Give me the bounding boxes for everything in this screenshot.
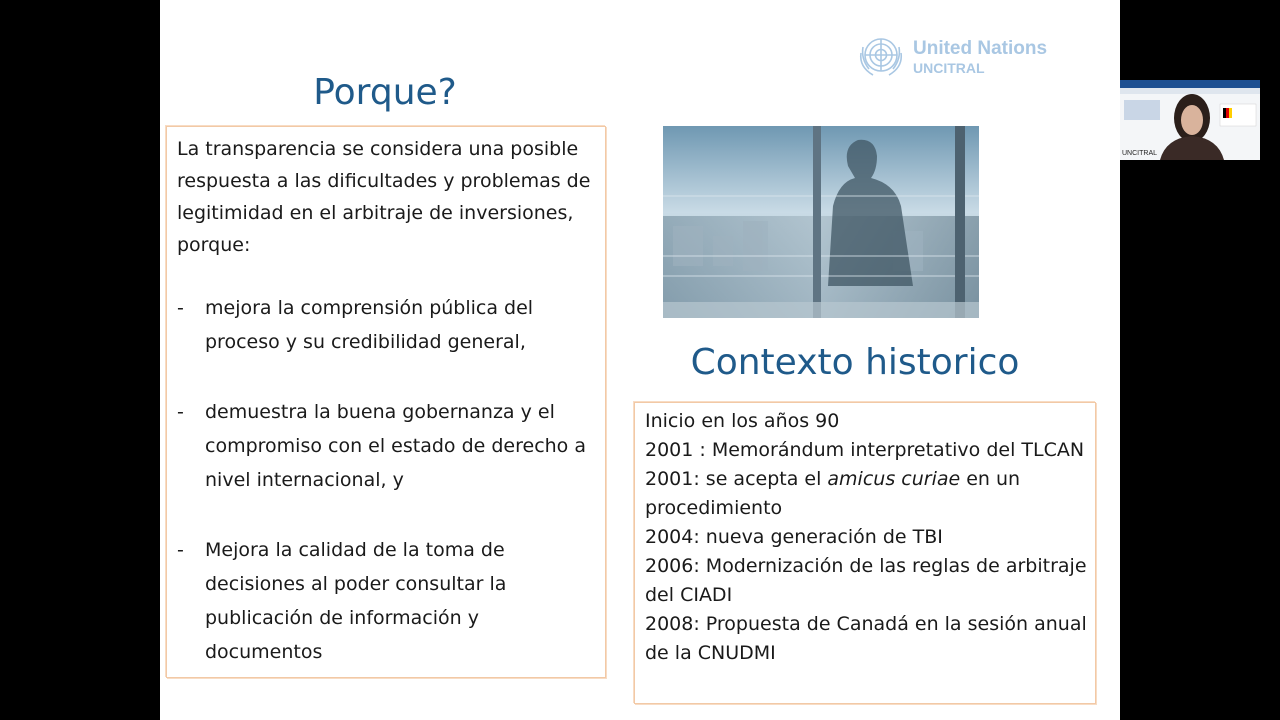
why-text-box — [166, 126, 606, 678]
businessman-window-photo — [663, 126, 979, 318]
history-item: 2001: se acepta el amicus curiae en un procedimiento — [645, 468, 1021, 519]
un-logo — [855, 33, 1047, 81]
bullet-item: - Mejora la calidad de la toma de decisiones al poder consultar la publicación de información y documentos — [177, 533, 597, 669]
un-emblem-icon — [855, 33, 907, 81]
bullet-item: - demuestra la buena gobernanza y el compromiso con el estado de derecho a nivel internacional, y — [177, 395, 597, 497]
un-name: United Nations — [913, 38, 1048, 59]
webcam-label: UNCITRAL — [1122, 150, 1158, 157]
right-title: Contexto historico — [690, 342, 1020, 383]
bullet-item: - mejora la comprensión pública del proceso y su credibilidad general, — [177, 291, 597, 359]
history-item: 2004: nueva generación de TBI — [645, 526, 943, 548]
history-item: 2001 : Memorándum interpretativo del TLCAN — [645, 439, 1085, 461]
bullet-text: Mejora la calidad de la toma de decisiones al poder consultar la publicación de información y documentos — [205, 539, 507, 663]
bullet-text: demuestra la buena gobernanza y el compromiso con el estado de derecho a nivel internacional, y — [205, 401, 586, 491]
intro-paragraph: La transparencia se considera una posible respuesta a las dificultades y problemas de legitimidad en el arbitraje de inversiones, porque: — [177, 138, 591, 256]
webcam-thumbnail[interactable] — [1120, 80, 1260, 160]
history-item: 2006: Modernización de las reglas de arbitraje del CIADI — [645, 555, 1087, 606]
bullet-text: mejora la comprensión pública del proceso y su credibilidad general, — [205, 297, 534, 353]
uncitral-label: UNCITRAL — [913, 60, 985, 76]
left-title: Porque? — [313, 72, 457, 113]
presentation-slide — [160, 0, 1120, 720]
history-item: Inicio en los años 90 — [645, 410, 840, 432]
webcam-feed — [1120, 80, 1260, 160]
history-list — [645, 407, 1095, 668]
history-item: 2008: Propuesta de Canadá en la sesión anual de la CNUDMI — [645, 613, 1087, 664]
history-box — [634, 402, 1096, 704]
